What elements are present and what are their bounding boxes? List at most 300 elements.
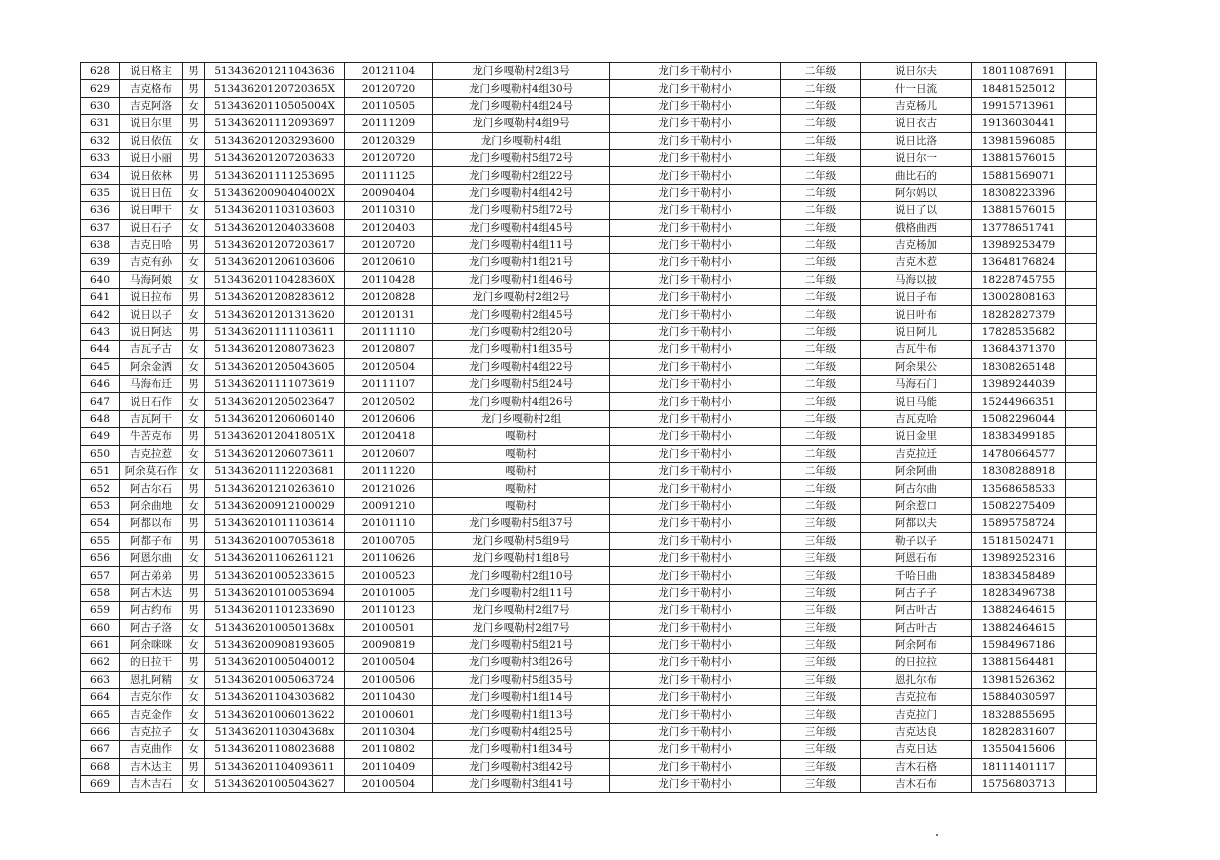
student-name-cell: 说日日伍 [120, 184, 183, 201]
school-cell: 龙门乡干勒村小 [610, 671, 781, 688]
remarks-cell [1066, 619, 1097, 636]
phone-number-cell: 18228745755 [972, 271, 1066, 288]
birth-date-cell: 20110310 [345, 202, 433, 219]
table-row [81, 515, 1097, 532]
student-name-cell: 牛苦克布 [120, 428, 183, 445]
student-name-cell: 吉克有孙 [120, 254, 183, 271]
student-name-cell: 说日拉布 [120, 289, 183, 306]
birth-date-cell: 20100501 [345, 619, 433, 636]
grade-cell: 二年级 [781, 271, 861, 288]
gender-cell: 女 [183, 393, 205, 410]
gender-cell: 女 [183, 132, 205, 149]
student-name-cell: 马海布迁 [120, 376, 183, 393]
phone-number-cell: 13881564481 [972, 654, 1066, 671]
remarks-cell [1066, 393, 1097, 410]
id-number-cell: 513436201112093697 [205, 115, 345, 132]
id-number-cell: 513436201201313620 [205, 306, 345, 323]
guardian-name-cell: 俄格曲西 [861, 219, 972, 236]
row-number-cell: 651 [81, 462, 120, 479]
gender-cell: 女 [183, 462, 205, 479]
id-number-cell: 513436201111103611 [205, 323, 345, 340]
birth-date-cell: 20100705 [345, 532, 433, 549]
phone-number-cell: 13989244039 [972, 376, 1066, 393]
table-row [81, 428, 1097, 445]
remarks-cell [1066, 271, 1097, 288]
school-cell: 龙门乡干勒村小 [610, 236, 781, 253]
birth-date-cell: 20120329 [345, 132, 433, 149]
gender-cell: 男 [183, 758, 205, 775]
birth-date-cell: 20111110 [345, 323, 433, 340]
guardian-name-cell: 马海以披 [861, 271, 972, 288]
remarks-cell [1066, 341, 1097, 358]
address-cell: 龙门乡嘎勒村5组35号 [433, 671, 610, 688]
school-cell: 龙门乡干勒村小 [610, 515, 781, 532]
gender-cell: 女 [183, 202, 205, 219]
row-number-cell: 643 [81, 323, 120, 340]
remarks-cell [1066, 132, 1097, 149]
guardian-name-cell: 的日拉拉 [861, 654, 972, 671]
remarks-cell [1066, 202, 1097, 219]
remarks-cell [1066, 584, 1097, 601]
gender-cell: 女 [183, 254, 205, 271]
grade-cell: 三年级 [781, 776, 861, 793]
address-cell: 龙门乡嘎勒村4组26号 [433, 393, 610, 410]
remarks-cell [1066, 167, 1097, 184]
school-cell: 龙门乡干勒村小 [610, 567, 781, 584]
student-name-cell: 说日呷干 [120, 202, 183, 219]
gender-cell: 男 [183, 584, 205, 601]
guardian-name-cell: 阿余惹口 [861, 497, 972, 514]
id-number-cell: 513436201211043636 [205, 63, 345, 80]
guardian-name-cell: 什一日流 [861, 80, 972, 97]
school-cell: 龙门乡干勒村小 [610, 306, 781, 323]
guardian-name-cell: 吉克达良 [861, 723, 972, 740]
table-row [81, 115, 1097, 132]
id-number-cell: 513436201205043605 [205, 358, 345, 375]
remarks-cell [1066, 428, 1097, 445]
table-row [81, 202, 1097, 219]
birth-date-cell: 20090404 [345, 184, 433, 201]
grade-cell: 二年级 [781, 410, 861, 427]
table-row [81, 671, 1097, 688]
address-cell: 龙门乡嘎勒村3组42号 [433, 758, 610, 775]
guardian-name-cell: 阿尔妈以 [861, 184, 972, 201]
birth-date-cell: 20120504 [345, 358, 433, 375]
id-number-cell: 513436201005040012 [205, 654, 345, 671]
id-number-cell: 513436201205023647 [205, 393, 345, 410]
school-cell: 龙门乡干勒村小 [610, 115, 781, 132]
table-row [81, 602, 1097, 619]
remarks-cell [1066, 306, 1097, 323]
gender-cell: 男 [183, 532, 205, 549]
phone-number-cell: 13881576015 [972, 149, 1066, 166]
guardian-name-cell: 吉克拉迁 [861, 445, 972, 462]
row-number-cell: 661 [81, 636, 120, 653]
student-name-cell: 的日拉干 [120, 654, 183, 671]
address-cell: 龙门乡嘎勒村2组10号 [433, 567, 610, 584]
birth-date-cell: 20120828 [345, 289, 433, 306]
address-cell: 龙门乡嘎勒村5组24号 [433, 376, 610, 393]
address-cell: 嘎勒村 [433, 428, 610, 445]
row-number-cell: 663 [81, 671, 120, 688]
birth-date-cell: 20120720 [345, 149, 433, 166]
gender-cell: 女 [183, 619, 205, 636]
remarks-cell [1066, 532, 1097, 549]
remarks-cell [1066, 776, 1097, 793]
phone-number-cell: 19136030441 [972, 115, 1066, 132]
table-row [81, 497, 1097, 514]
table-row [81, 97, 1097, 114]
student-name-cell: 说日以子 [120, 306, 183, 323]
address-cell: 龙门乡嘎勒村1组8号 [433, 549, 610, 566]
remarks-cell [1066, 376, 1097, 393]
gender-cell: 男 [183, 167, 205, 184]
guardian-name-cell: 吉克杨加 [861, 236, 972, 253]
address-cell: 龙门乡嘎勒村1组46号 [433, 271, 610, 288]
grade-cell: 二年级 [781, 428, 861, 445]
guardian-name-cell: 说日了以 [861, 202, 972, 219]
table-row [81, 689, 1097, 706]
id-number-cell: 513436201006013622 [205, 706, 345, 723]
remarks-cell [1066, 236, 1097, 253]
grade-cell: 二年级 [781, 358, 861, 375]
row-number-cell: 652 [81, 480, 120, 497]
roster-body [81, 63, 1097, 793]
address-cell: 龙门乡嘎勒村4组 [433, 132, 610, 149]
remarks-cell [1066, 323, 1097, 340]
grade-cell: 二年级 [781, 115, 861, 132]
school-cell: 龙门乡干勒村小 [610, 776, 781, 793]
remarks-cell [1066, 567, 1097, 584]
row-number-cell: 656 [81, 549, 120, 566]
student-name-cell: 说日石作 [120, 393, 183, 410]
table-row [81, 654, 1097, 671]
school-cell: 龙门乡干勒村小 [610, 358, 781, 375]
remarks-cell [1066, 184, 1097, 201]
id-number-cell: 513436201203293600 [205, 132, 345, 149]
grade-cell: 二年级 [781, 341, 861, 358]
address-cell: 龙门乡嘎勒村1组13号 [433, 706, 610, 723]
school-cell: 龙门乡干勒村小 [610, 723, 781, 740]
row-number-cell: 633 [81, 149, 120, 166]
row-number-cell: 653 [81, 497, 120, 514]
grade-cell: 二年级 [781, 132, 861, 149]
phone-number-cell: 18011087691 [972, 63, 1066, 80]
row-number-cell: 665 [81, 706, 120, 723]
birth-date-cell: 20100504 [345, 654, 433, 671]
id-number-cell: 513436201103103603 [205, 202, 345, 219]
grade-cell: 二年级 [781, 323, 861, 340]
id-number-cell: 513436201210263610 [205, 480, 345, 497]
birth-date-cell: 20111209 [345, 115, 433, 132]
table-row [81, 445, 1097, 462]
student-name-cell: 吉克阿洛 [120, 97, 183, 114]
id-number-cell: 513436201207203617 [205, 236, 345, 253]
table-row [81, 462, 1097, 479]
gender-cell: 女 [183, 184, 205, 201]
phone-number-cell: 13648176824 [972, 254, 1066, 271]
id-number-cell: 513436201011103614 [205, 515, 345, 532]
id-number-cell: 513436201005043627 [205, 776, 345, 793]
table-row [81, 758, 1097, 775]
phone-number-cell: 15082275409 [972, 497, 1066, 514]
phone-number-cell: 13989252316 [972, 549, 1066, 566]
school-cell: 龙门乡干勒村小 [610, 271, 781, 288]
phone-number-cell: 18111401117 [972, 758, 1066, 775]
grade-cell: 三年级 [781, 532, 861, 549]
birth-date-cell: 20101110 [345, 515, 433, 532]
student-name-cell: 吉克拉惹 [120, 445, 183, 462]
school-cell: 龙门乡干勒村小 [610, 758, 781, 775]
birth-date-cell: 20101005 [345, 584, 433, 601]
school-cell: 龙门乡干勒村小 [610, 619, 781, 636]
address-cell: 龙门乡嘎勒村5组9号 [433, 532, 610, 549]
phone-number-cell: 18383458489 [972, 567, 1066, 584]
gender-cell: 男 [183, 602, 205, 619]
id-number-cell: 513436201111253695 [205, 167, 345, 184]
row-number-cell: 632 [81, 132, 120, 149]
gender-cell: 女 [183, 271, 205, 288]
table-row [81, 167, 1097, 184]
remarks-cell [1066, 654, 1097, 671]
row-number-cell: 634 [81, 167, 120, 184]
grade-cell: 二年级 [781, 254, 861, 271]
remarks-cell [1066, 671, 1097, 688]
guardian-name-cell: 千哈日曲 [861, 567, 972, 584]
id-number-cell: 51343620110428360X [205, 271, 345, 288]
phone-number-cell: 13989253479 [972, 236, 1066, 253]
row-number-cell: 655 [81, 532, 120, 549]
gender-cell: 男 [183, 115, 205, 132]
student-name-cell: 阿古约布 [120, 602, 183, 619]
guardian-name-cell: 恩扎尔布 [861, 671, 972, 688]
school-cell: 龙门乡干勒村小 [610, 584, 781, 601]
guardian-name-cell: 吉克拉门 [861, 706, 972, 723]
table-row [81, 132, 1097, 149]
guardian-name-cell: 阿都以夫 [861, 515, 972, 532]
grade-cell: 二年级 [781, 97, 861, 114]
remarks-cell [1066, 445, 1097, 462]
remarks-cell [1066, 706, 1097, 723]
table-row [81, 723, 1097, 740]
school-cell: 龙门乡干勒村小 [610, 149, 781, 166]
id-number-cell: 513436201005063724 [205, 671, 345, 688]
guardian-name-cell: 阿余阿布 [861, 636, 972, 653]
birth-date-cell: 20110802 [345, 741, 433, 758]
guardian-name-cell: 说日尔夫 [861, 63, 972, 80]
address-cell: 龙门乡嘎勒村2组11号 [433, 584, 610, 601]
grade-cell: 二年级 [781, 497, 861, 514]
guardian-name-cell: 说日阿儿 [861, 323, 972, 340]
gender-cell: 男 [183, 289, 205, 306]
id-number-cell: 513436201104303682 [205, 689, 345, 706]
school-cell: 龙门乡干勒村小 [610, 462, 781, 479]
id-number-cell: 51343620100501368x [205, 619, 345, 636]
id-number-cell: 51343620110505004X [205, 97, 345, 114]
student-name-cell: 说日尔里 [120, 115, 183, 132]
row-number-cell: 668 [81, 758, 120, 775]
remarks-cell [1066, 758, 1097, 775]
address-cell: 龙门乡嘎勒村2组2号 [433, 289, 610, 306]
address-cell: 嘎勒村 [433, 497, 610, 514]
table-row [81, 236, 1097, 253]
phone-number-cell: 19915713961 [972, 97, 1066, 114]
gender-cell: 女 [183, 741, 205, 758]
address-cell: 龙门乡嘎勒村4组24号 [433, 97, 610, 114]
school-cell: 龙门乡干勒村小 [610, 97, 781, 114]
student-name-cell: 吉瓦阿干 [120, 410, 183, 427]
row-number-cell: 664 [81, 689, 120, 706]
remarks-cell [1066, 219, 1097, 236]
school-cell: 龙门乡干勒村小 [610, 323, 781, 340]
school-cell: 龙门乡干勒村小 [610, 202, 781, 219]
row-number-cell: 629 [81, 80, 120, 97]
grade-cell: 二年级 [781, 289, 861, 306]
birth-date-cell: 20120502 [345, 393, 433, 410]
phone-number-cell: 15884030597 [972, 689, 1066, 706]
row-number-cell: 637 [81, 219, 120, 236]
student-name-cell: 阿余咪咪 [120, 636, 183, 653]
row-number-cell: 639 [81, 254, 120, 271]
table-row [81, 358, 1097, 375]
school-cell: 龙门乡干勒村小 [610, 219, 781, 236]
gender-cell: 男 [183, 515, 205, 532]
grade-cell: 三年级 [781, 549, 861, 566]
table-row [81, 619, 1097, 636]
address-cell: 龙门乡嘎勒村2组22号 [433, 167, 610, 184]
row-number-cell: 631 [81, 115, 120, 132]
address-cell: 龙门乡嘎勒村2组7号 [433, 619, 610, 636]
remarks-cell [1066, 97, 1097, 114]
grade-cell: 二年级 [781, 167, 861, 184]
remarks-cell [1066, 289, 1097, 306]
id-number-cell: 513436201206103606 [205, 254, 345, 271]
id-number-cell: 513436201104093611 [205, 758, 345, 775]
id-number-cell: 513436201106261121 [205, 549, 345, 566]
school-cell: 龙门乡干勒村小 [610, 167, 781, 184]
table-row [81, 532, 1097, 549]
guardian-name-cell: 阿古尔曲 [861, 480, 972, 497]
table-row [81, 567, 1097, 584]
remarks-cell [1066, 497, 1097, 514]
id-number-cell: 513436201005233615 [205, 567, 345, 584]
student-name-cell: 说日石子 [120, 219, 183, 236]
gender-cell: 女 [183, 341, 205, 358]
grade-cell: 三年级 [781, 636, 861, 653]
birth-date-cell: 20110123 [345, 602, 433, 619]
address-cell: 龙门乡嘎勒村4组25号 [433, 723, 610, 740]
address-cell: 嘎勒村 [433, 445, 610, 462]
scan-speck [936, 834, 938, 836]
remarks-cell [1066, 549, 1097, 566]
student-name-cell: 阿都以布 [120, 515, 183, 532]
gender-cell: 女 [183, 706, 205, 723]
grade-cell: 三年级 [781, 758, 861, 775]
address-cell: 龙门乡嘎勒村5组21号 [433, 636, 610, 653]
remarks-cell [1066, 689, 1097, 706]
remarks-cell [1066, 149, 1097, 166]
phone-number-cell: 13981596085 [972, 132, 1066, 149]
guardian-name-cell: 马海石门 [861, 376, 972, 393]
birth-date-cell: 20120607 [345, 445, 433, 462]
school-cell: 龙门乡干勒村小 [610, 410, 781, 427]
address-cell: 龙门乡嘎勒村5组72号 [433, 202, 610, 219]
address-cell: 龙门乡嘎勒村2组7号 [433, 602, 610, 619]
grade-cell: 二年级 [781, 393, 861, 410]
school-cell: 龙门乡干勒村小 [610, 393, 781, 410]
row-number-cell: 649 [81, 428, 120, 445]
birth-date-cell: 20110505 [345, 97, 433, 114]
student-name-cell: 阿恩尔曲 [120, 549, 183, 566]
birth-date-cell: 20100504 [345, 776, 433, 793]
phone-number-cell: 18383499185 [972, 428, 1066, 445]
id-number-cell: 513436201208073623 [205, 341, 345, 358]
school-cell: 龙门乡干勒村小 [610, 184, 781, 201]
student-name-cell: 说日小丽 [120, 149, 183, 166]
remarks-cell [1066, 480, 1097, 497]
gender-cell: 男 [183, 428, 205, 445]
address-cell: 龙门乡嘎勒村2组20号 [433, 323, 610, 340]
phone-number-cell: 13882464615 [972, 602, 1066, 619]
remarks-cell [1066, 515, 1097, 532]
row-number-cell: 641 [81, 289, 120, 306]
student-name-cell: 吉克尔作 [120, 689, 183, 706]
birth-date-cell: 20110626 [345, 549, 433, 566]
row-number-cell: 650 [81, 445, 120, 462]
remarks-cell [1066, 723, 1097, 740]
guardian-name-cell: 阿古叶古 [861, 602, 972, 619]
row-number-cell: 666 [81, 723, 120, 740]
remarks-cell [1066, 63, 1097, 80]
student-name-cell: 吉克拉子 [120, 723, 183, 740]
address-cell: 龙门乡嘎勒村4组45号 [433, 219, 610, 236]
school-cell: 龙门乡干勒村小 [610, 254, 781, 271]
id-number-cell: 513436201111073619 [205, 376, 345, 393]
id-number-cell: 513436201108023688 [205, 741, 345, 758]
student-name-cell: 阿余金洒 [120, 358, 183, 375]
birth-date-cell: 20100523 [345, 567, 433, 584]
row-number-cell: 659 [81, 602, 120, 619]
row-number-cell: 630 [81, 97, 120, 114]
phone-number-cell: 18308288918 [972, 462, 1066, 479]
phone-number-cell: 15984967186 [972, 636, 1066, 653]
table-row [81, 63, 1097, 80]
address-cell: 龙门乡嘎勒村1组34号 [433, 741, 610, 758]
school-cell: 龙门乡干勒村小 [610, 428, 781, 445]
id-number-cell: 513436200908193605 [205, 636, 345, 653]
gender-cell: 女 [183, 445, 205, 462]
birth-date-cell: 20111220 [345, 462, 433, 479]
school-cell: 龙门乡干勒村小 [610, 741, 781, 758]
gender-cell: 男 [183, 149, 205, 166]
guardian-name-cell: 曲比石的 [861, 167, 972, 184]
phone-number-cell: 13882464615 [972, 619, 1066, 636]
student-name-cell: 吉木达主 [120, 758, 183, 775]
grade-cell: 二年级 [781, 376, 861, 393]
school-cell: 龙门乡干勒村小 [610, 80, 781, 97]
birth-date-cell: 20121104 [345, 63, 433, 80]
phone-number-cell: 15881569071 [972, 167, 1066, 184]
grade-cell: 三年级 [781, 515, 861, 532]
student-roster-table [80, 62, 1097, 793]
row-number-cell: 642 [81, 306, 120, 323]
remarks-cell [1066, 462, 1097, 479]
birth-date-cell: 20111107 [345, 376, 433, 393]
birth-date-cell: 20120720 [345, 80, 433, 97]
gender-cell: 女 [183, 410, 205, 427]
student-name-cell: 阿古木达 [120, 584, 183, 601]
guardian-name-cell: 说日衣古 [861, 115, 972, 132]
